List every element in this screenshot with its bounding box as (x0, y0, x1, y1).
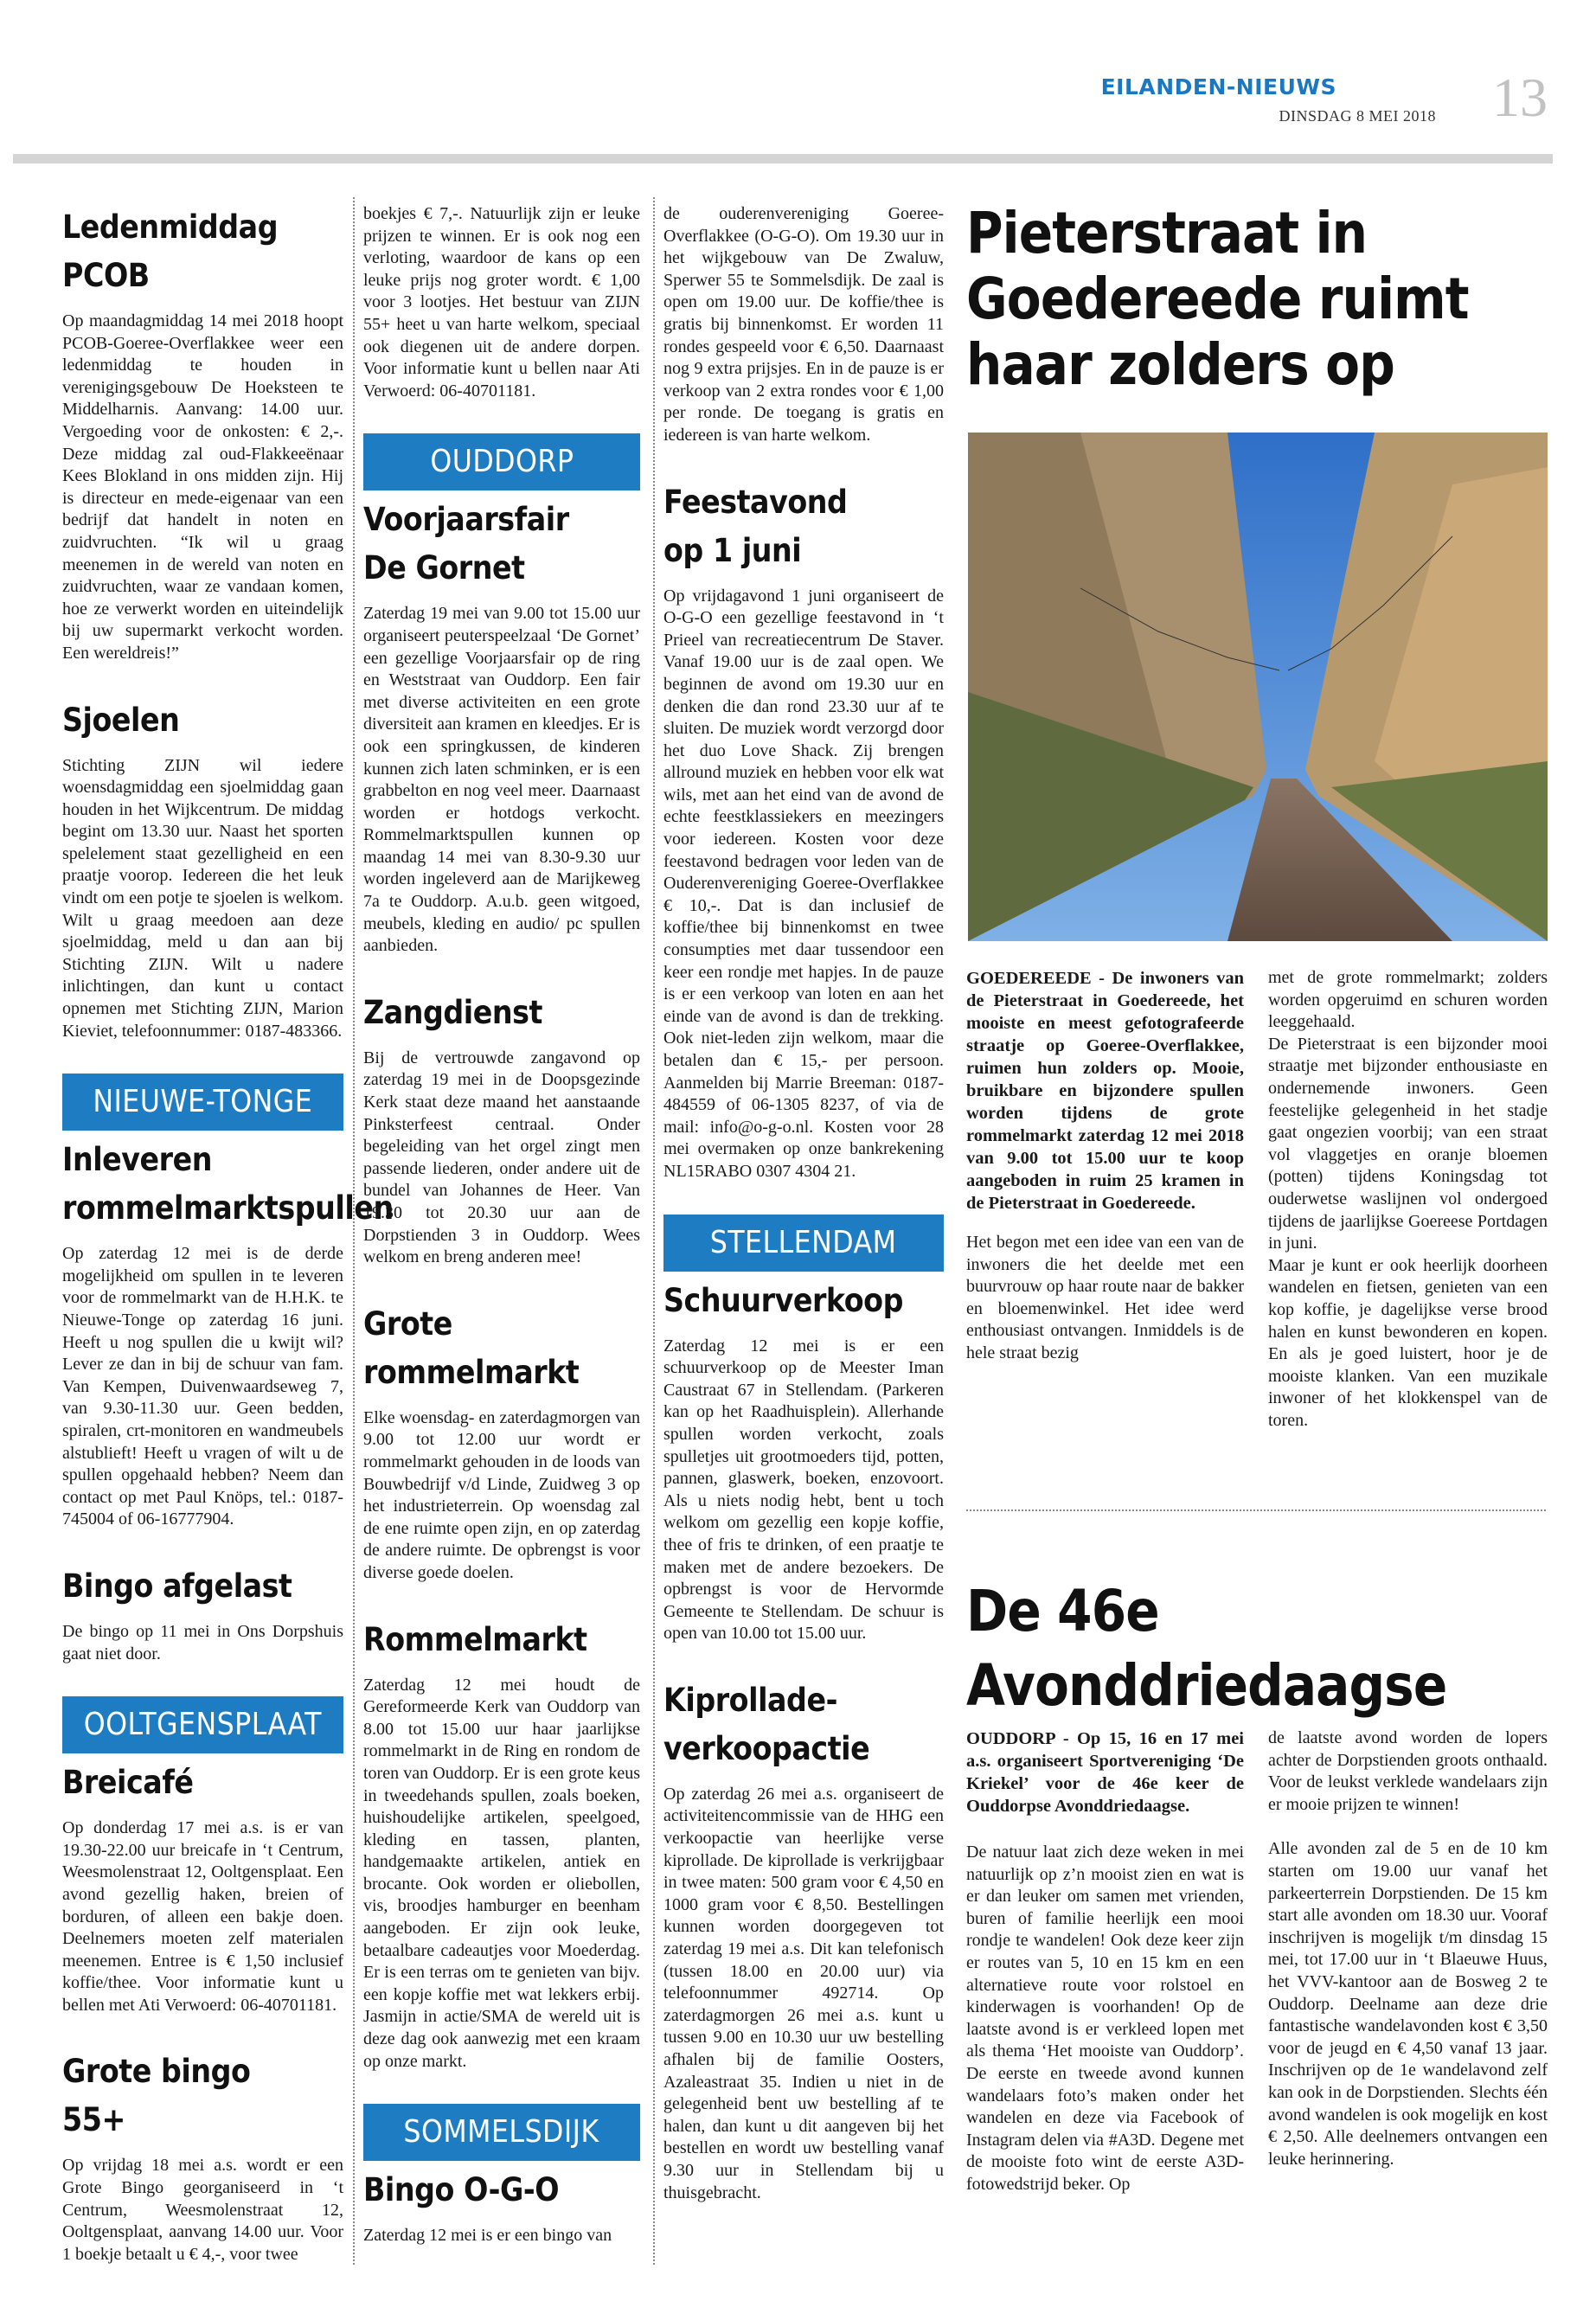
article-body: Het begon met een idee van een van de inwoners die het deelde met een buurvrouw op haar route naar de bakker en bloemenwinkel. Het idee werd enthousiast ontvangen. Inmiddels is de hele straat bezig (966, 1233, 1244, 1362)
article-body: Op maandagmiddag 14 mei 2018 hoopt PCOB-Goeree-Overflakkee weer een ledenmiddag te houden in verenigingsgebouw De Hoeksteen te Middelharnis. Aanvang: 14.00 uur. Vergoeding voor de onkosten: € 2,-. Deze middag zal oud-Flakkeeënaar Kees Blokland in ons midden zijn. Hij is directeur en mede-eigenaar van een bedrijf dat handelt in noten en zuidvruchten. “Ik wil u graag meenemen in de wereld van noten en zuidvruchten, waar ze vandaan komen, hoe ze verwerkt worden en uiteindelijk bij uw supermarkt verkocht worden. Een wereldreis!” (62, 311, 343, 663)
column-1 (62, 203, 394, 2297)
article-body: Op zaterdag 12 mei is de derde mogelijkheid om spullen in te leveren voor de rommelmarkt van de H.H.K. te Nieuwe-Tonge op zaterdag 16 juni. Heeft u nog spullen die u kwijt wil? Lever ze dan in bij de schuur van fam. Van Kempen, Duivenwaardseweg 7, van 9.30-11.30 uur. Geen bedden, spiralen, crt-monitoren en wandmeubels alstublieft! Heeft u vragen of wilt u de spullen opgehaald hebben? Neem dan contact op met Paul Knöps, tel.: 0187-745004 of 06-16777904. (62, 1244, 343, 1529)
feature-headline: Pieterstraat in Goedereede ruimt haar zolders op (966, 200, 1469, 398)
article-title: Feestavond op 1 juni (663, 483, 848, 569)
town-banner: SOMMELSDIJK (363, 2104, 640, 2161)
article-body: Op vrijdagavond 1 juni organiseert de O-G-O een gezellige feestavond in ‘t Prieel van recreatiecentrum De Staver. Vanaf 19.00 uur is de zaal open. We beginnen de avond om 19.30 uur en denken die dan rond 23.30 uur af te sluiten. De muziek wordt verzorgd door het duo Love Shack. Zij brengen allround muziek en hebben voor elk wat wils, met aan het eind van de avond de echte feestklassiekers en meezingers voor iedereen. Kosten voor deze feestavond bedragen voor leden van de Ouderenvereniging Goeree-Overflakkee € 10,-. Dat is dan inclusief de koffie/thee bij binnenkomst en twee consumpties met daar tussendoor een keer een rondje met hapjes. In de pauze is er een verkoop van loten en aan het einde van de avond is dan de trekking. Ook niet-leden zijn welkom, maar die betalen dan € 15,- per persoon. Aanmelden bij Marrie Breeman: 0187-484559 of 06-1305 8237, of via de mail: info@o-g-o.nl. Kosten voor 28 mei overmaken op onze bankrekening NL15RABO 0307 4304 21. (663, 586, 944, 1181)
article-title: Grote bingo 55+ (62, 2053, 251, 2139)
article-title: Kiprollade-verkoopactie (663, 1681, 870, 1767)
article-body: De Pieterstraat is een bijzonder mooi straatje met bijzonder enthousiaste en ondernemende inwoners. Geen feestelijke gelegenheid in het stadje gaat ongezien voorbij; van een straat vol vlaggetjes en oranje bloemen (potten) tijdens Koningsdag tot ouderwetse waslijnen vol ondergoed tijdens de jaarlijkse Goereese Portdagen in juni. (1268, 1034, 1548, 1253)
article-title: Schuurverkoop (663, 1281, 903, 1319)
article-body: met de grote rommelmarkt; zolders worden opgeruimd en schuren worden leeggehaald. (1268, 968, 1548, 1032)
section-divider (966, 1509, 1546, 1511)
feature-left-column (966, 967, 1244, 1396)
article-title: Breicafé (62, 1764, 194, 1802)
column-divider (653, 197, 655, 2265)
article-title: Bingo O-G-O (363, 2171, 560, 2209)
town-banner: NIEUWE-TONGE (62, 1074, 343, 1131)
article-title: Zangdienst (363, 993, 542, 1031)
article-title: Bingo afgelast (62, 1567, 292, 1605)
article-title: Grote rommelmarkt (363, 1304, 580, 1391)
article-body: De natuur laat zich deze weken in mei natuurlijk op z’n mooist zien en wat is er dan leuker om samen met vrienden, buren of familie heerlijk een mooi rondje te wandelen! Ook deze keer zijn er routes van 5, 10 en 15 km en een alternatieve route voor rolstoel en kinderwagen is voorhanden! Op de laatste avond is er verkleed lopen met als thema ‘Het mooiste van Ouddorp’. De eerste en tweede avond kunnen wandelaars foto’s maken onder het wandelen en deze via Facebook of Instagram delen via #A3D. Degene met de mooiste foto wint de eerste A3D-fotowedstrijd beker. Op (966, 1843, 1244, 2194)
street-photo (968, 433, 1548, 941)
town-banner: OOLTGENSPLAAT (62, 1696, 343, 1753)
feature-right-column (1268, 1727, 1548, 2202)
article-body: boekjes € 7,-. Natuurlijk zijn er leuke prijzen te winnen. Er is ook nog een verloting, waardoor de kans op een leuke prijs nog groter wordt. € 1,00 voor 3 lootjes. Het bestuur van ZIJN 55+ heet u van harte welkom, speciaal ook diegenen uit de andere dorpen. Voor informatie kunt u bellen naar Ati Verwoerd: 06-40701181. (363, 204, 640, 401)
article-title: Sjoelen (62, 701, 180, 739)
page-number: 13 (1492, 67, 1548, 128)
header-rule (13, 154, 1553, 163)
feature-left-column (966, 1727, 1244, 2227)
column-3 (663, 203, 944, 2235)
article-body: Op donderdag 17 mei a.s. is er van 19.30-22.00 uur breicafe in ‘t Centrum, Weesmolenstraat 12, Ooltgensplaat. Een avond gezellig haken, breien of borduren, of alleen een bakje doen. Deelnemers moeten zelf materialen meenemen. Entree is € 1,50 inclusief koffie/thee. Voor informatie kunt u bellen met Ati Verwoerd: 06-40701181. (62, 1818, 343, 2015)
article-body: de ouderenvereniging Goeree-Overflakkee (O-G-O). Om 19.30 uur in het wijkgebouw van De Zwaluw, Sperwer 55 te Sommelsdijk. De zaal is open om 19.00 uur. De koffie/thee is gratis bij binnenkomst. Er worden 11 rondes gespeeld voor € 6,50. Daarnaast nog 9 extra prijsjes. En in de pauze is er verkoop van 2 extra rondes voor € 1,00 per ronde. De toegang is gratis en iedereen is van harte welkom. (663, 204, 944, 445)
feature-headline: De 46e Avonddriedaagse (966, 1578, 1447, 1719)
newspaper-logo: EILANDEN-NIEUWS (1100, 74, 1336, 99)
town-banner: STELLENDAM (663, 1215, 944, 1272)
article-title: Voorjaarsfair De Gornet (363, 501, 569, 587)
article-body: Zaterdag 19 mei van 9.00 tot 15.00 uur organiseert peuterspeelzaal ‘De Gornet’ een gezellige Voorjaarsfair op de ring en Weststraat van Ouddorp. Een fair met diverse activiteiten en een grote diversiteit aan kramen en kleedjes. Er is ook een springkussen, de kinderen kunnen zich laten schminken, er is een grabbelton en nog veel meer. Daarnaast worden er hotdogs verkocht. Rommelmarktspullen kunnen op maandag 14 mei van 8.30-9.30 uur worden ingeleverd aan de Marijkeweg 7a te Ouddorp. A.u.b. geen witgoed, meubels, kleding en audio/ pc spullen aanbieden. (363, 604, 640, 956)
article-body: Zaterdag 12 mei houdt de Gereformeerde Kerk van Ouddorp van 8.00 tot 15.00 uur haar jaarlijkse rommelmarkt in de Ring en rondom de toren van Ouddorp. Er is een grote keus in tweedehands spullen, zoals boeken, huishoudelijke artikelen, speelgoed, kleding en tassen, planten, handgemaakte artikelen, antiek en brocante. Ook worden er oliebollen, vis, broodjes hamburger en beenham aangeboden. Er zijn ook leuke, betaalbare cadeautjes voor Moederdag. Er is een terras om te genieten van bijv. een kopje koffie met wat lekkers erbij. Jasmijn in actie/SMA de wereld uit is deze dag ook aanwezig met een kraam op onze markt. (363, 1675, 640, 2071)
article-title: Inleveren rommelmarktspullen (62, 1141, 394, 1227)
article-body: Elke woensdag- en zaterdagmorgen van 9.00 tot 12.00 uur wordt er rommelmarkt gehouden in de loods van Bouwbedrijf v/d Linde, Zuidweg 3 op het industrieterrein. Op woensdag zal de ene ruimte open zijn, en op zaterdag de andere ruimte. De opbrengst is voor diverse goede doelen. (363, 1407, 640, 1582)
article-body: Op zaterdag 26 mei a.s. organiseert de activiteitencommissie van de HHG een verkoopactie van heerlijke verse kiprollade. De kiprollade is verkrijgbaar in twee maten: 500 gram voor € 4,50 en 1000 gram voor € 8,50. Bestellingen kunnen worden doorgegeven tot zaterdag 19 mei a.s. Dit kan telefonisch (tussen 18.00 en 20.00 uur) via telefoonnummer 492714. Op zaterdagmorgen 26 mei a.s. kunt u tussen 9.00 en 10.30 uur uw bestelling afhalen bij de familie Oosters, Azaleastraat 35. Indien u niet in de gelegenheid bent uw bestelling af te halen, dan kunt u dit aangeven bij het bestellen en wordt uw bestelling vanaf 9.30 uur in Stellendam bij u thuisgebracht. (663, 1784, 944, 2202)
feature-right-column (1268, 967, 1548, 1463)
article-body: Alle avonden zal de 5 en de 10 km starten om 19.00 uur vanaf het parkeerterrein Dorpstienden. De 15 km start alle avonden om 18.30 uur. Vooraf inschrijven is mogelijk t/m dinsdag 15 mei, tot 17.00 uur in ‘t Blaeuwe Huus, het VVV-kantoor aan de Bosweg 2 te Ouddorp. Deelname aan deze drie fantastische wandelavonden kost € 3,50 voor de jeugd en € 4,50 vanaf 13 jaar. Inschrijven op de 1e wandelavond zelf kan ook in de Dorpstienden. Slechts één avond wandelen is ook mogelijk en kost € 2,50. Alle deelnemers ontvangen een leuke herinnering. (1268, 1839, 1548, 2169)
article-body: de laatste avond worden de lopers achter de Dorpstienden groots onthaald. Voor de leukst verklede wandelaars zijn er mooie prijzen te winnen! (1268, 1728, 1548, 1814)
feature-lede: OUDDORP - Op 15, 16 en 17 mei a.s. organiseert Sportvereniging ‘De Kriekel’ voor de 46e keer de Ouddorpse Avonddriedaagse. (966, 1729, 1244, 1816)
article-title: Rommelmarkt (363, 1620, 587, 1658)
article-body: Op vrijdag 18 mei a.s. wordt er een Grote Bingo georganiseerd in ‘t Centrum, Weesmolenstraat 12, Ooltgensplaat, aanvang 14.00 uur. Voor 1 boekje betaalt u € 4,-, voor twee (62, 2156, 343, 2264)
feature-lede: GOEDEREEDE - De inwoners van de Pieterstraat in Goedereede, het mooiste en meest gefotografeerde straatje op Goeree-Overflakkee, ruimen hun zolders op. Mooie, bruikbare en bijzondere spullen worden tijdens de grote rommelmarkt zaterdag 12 mei 2018 van 9.00 tot 15.00 uur te koop aangeboden in ruim 25 kramen in de Pieterstraat in Goedereede. (966, 969, 1244, 1213)
article-title: Ledenmiddag PCOB (62, 208, 279, 294)
article-body: Stichting ZIJN wil iedere woensdagmiddag een sjoelmiddag gaan houden in het Wijkcentrum. De middag begint om 13.30 uur. Naast het sporten spelelement staat gezelligheid en een praatje voorop. Iedereen die het leuk vindt om een potje te sjoelen is welkom. Wilt u graag meedoen aan deze sjoelmiddag, meld u dan aan bij Stichting ZIJN. Wilt u nadere inlichtingen, dan kunt u contact opnemen met Stichting ZIJN, Marion Kieviet, telefoonnummer: 0187-483366. (62, 755, 343, 1041)
town-banner: OUDDORP (363, 433, 640, 490)
issue-date: DINSDAG 8 MEI 2018 (1279, 107, 1436, 125)
column-divider (353, 197, 355, 2265)
article-body: De bingo op 11 mei in Ons Dorpshuis gaat niet door. (62, 1621, 343, 1663)
article-body: Maar je kunt er ook heerlijk doorheen wandelen en fietsen, genieten van een kop koffie, je dagelijkse verse brood halen en kunst bewonderen en kopen. En als je goed luistert, hoor je de mooiste klanken. Van een muzikale inwoner of het klokkenspel van de toren. (1268, 1255, 1548, 1430)
column-2 (363, 203, 640, 2279)
article-body: Bij de vertrouwde zangavond op zaterdag 19 mei in de Doopsgezinde Kerk staat deze maand het aanstaande Pinksterfeest centraal. Onder begeleiding van het orgel zingt men passende liederen, onder andere uit de bundel van Johannes de Heer. Van 19.30 tot 20.30 uur aan de Dorpstienden 3 in Ouddorp. Wees welkom en breng anderen mee! (363, 1048, 640, 1267)
article-body: Zaterdag 12 mei is er een schuurverkoop op de Meester Iman Caustraat 67 in Stellendam. (Parkeren kan op het Raadhuisplein). Allerhande spullen worden verkocht, zoals spulletjes uit grootmoeders tijd, potten, pannen, glaswerk, boeken, enzovoort. Als u niets nodig hebt, bent u toch welkom om gezellig een kopje koffie, thee of fris te drinken, of een praatje te maken met de andere bezoekers. De opbrengst is voor de Hervormde Gemeente te Stellendam. De schuur is open van 10.00 tot 15.00 uur. (663, 1336, 944, 1644)
article-body: Zaterdag 12 mei is er een bingo van (363, 2226, 612, 2246)
